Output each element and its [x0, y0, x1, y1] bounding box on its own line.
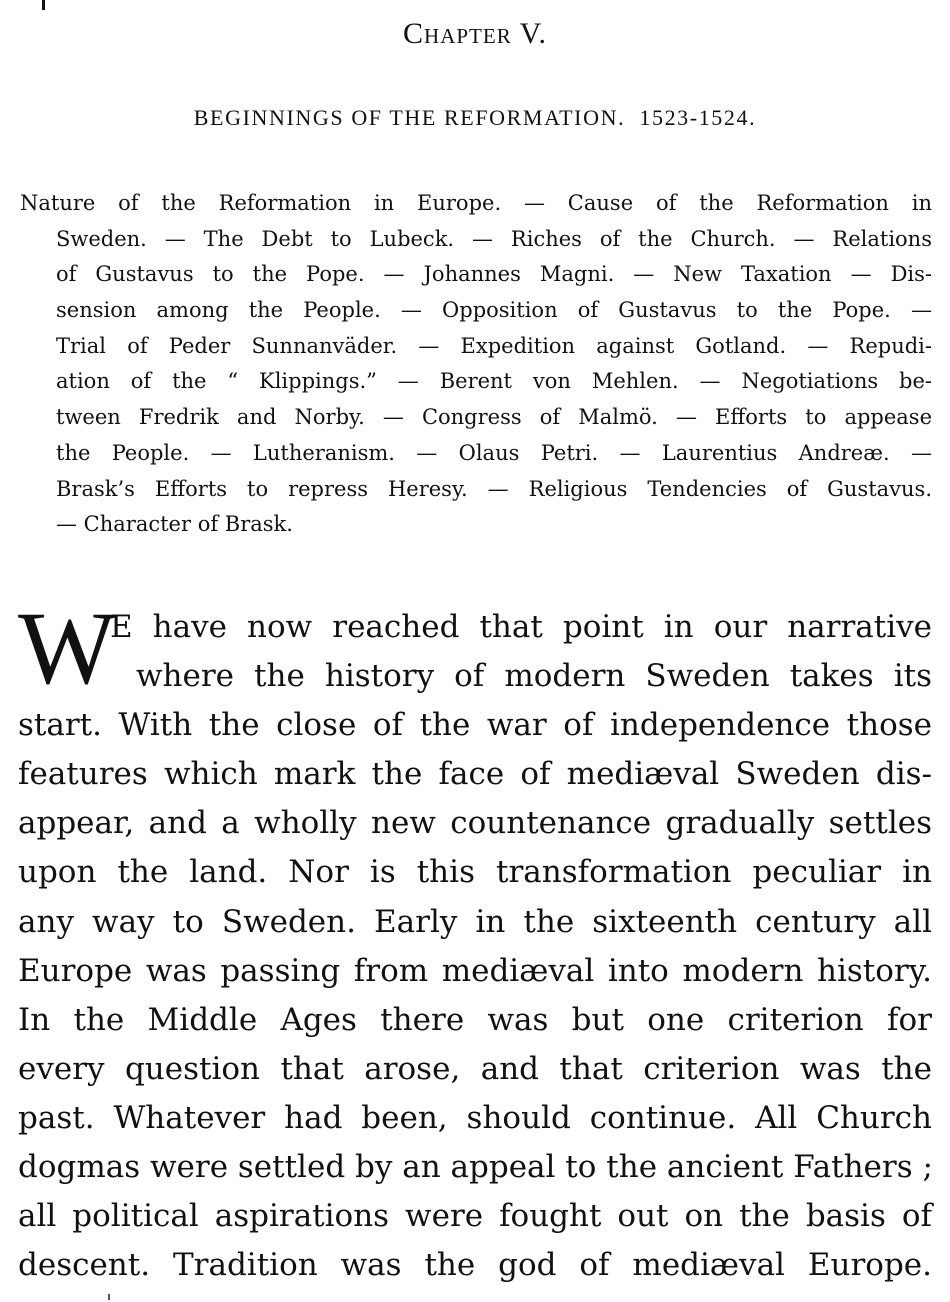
paragraph-line: any way to Sweden. Early in the sixteenth century all	[18, 903, 932, 940]
paragraph-line: where the history of modern Sweden takes its	[136, 658, 932, 695]
chapter-title-text: BEGINNINGS OF THE REFORMATION.	[193, 105, 626, 130]
paragraph-line: all political aspirations were fought out on the basis of	[18, 1198, 932, 1235]
chapter-synopsis	[20, 186, 932, 543]
stray-print-mark	[42, 0, 45, 10]
synopsis-line: Nature of the Reformation in Europe. — Cause of the Reformation in	[20, 191, 932, 215]
synopsis-line: Trial of Peder Sunnanväder. — Expedition against Gotland. — Repudi-	[56, 333, 932, 358]
paragraph-line: descent. Tradition was the god of mediæval Europe.	[18, 1247, 932, 1284]
stray-print-mark-bottom	[108, 1294, 110, 1300]
synopsis-line: tween Fredrik and Norby. — Congress of Malmö. — Efforts to appease	[56, 405, 932, 430]
paragraph-line: start. With the close of the war of independence those	[18, 707, 932, 744]
paragraph-line: dogmas were settled by an appeal to the ancient Fathers ;	[18, 1149, 933, 1186]
paragraph-line: appear, and a wholly new countenance gradually settles	[18, 805, 932, 842]
chapter-title	[0, 102, 950, 134]
paragraph-line: every question that arose, and that criterion was the	[18, 1050, 932, 1087]
drop-cap: W	[18, 591, 117, 706]
chapter-heading	[0, 14, 950, 54]
paragraph-line: Europe was passing from mediæval into modern history.	[18, 952, 932, 989]
paragraph-line: upon the land. Nor is this transformation peculiar in	[18, 854, 932, 891]
body-paragraph	[18, 603, 932, 1290]
synopsis-line: of Gustavus to the Pope. — Johannes Magni. — New Taxation — Dis-	[56, 262, 932, 287]
chapter-numeral: V.	[519, 17, 547, 50]
chapter-word: Chapter	[403, 17, 512, 50]
synopsis-line: Brask’s Efforts to repress Heresy. — Religious Tendencies of Gustavus.	[56, 476, 932, 501]
synopsis-line: ation of the “ Klippings.” — Berent von Mehlen. — Negotiations be-	[56, 369, 932, 394]
paragraph-line: E have now reached that point in our narrative	[110, 609, 932, 645]
synopsis-line: sension among the People. — Opposition of Gustavus to the Pope. —	[56, 298, 932, 323]
paragraph-line: past. Whatever had been, should continue. All Church	[18, 1099, 932, 1136]
synopsis-line: the People. — Lutheranism. — Olaus Petri. — Laurentius Andreæ. —	[56, 440, 932, 465]
synopsis-line: Sweden. — The Debt to Lubeck. — Riches of the Church. — Relations	[56, 226, 932, 251]
synopsis-line: — Character of Brask.	[56, 512, 293, 537]
paragraph-line: In the Middle Ages there was but one criterion for	[18, 1001, 932, 1038]
paragraph-line: features which mark the face of mediæval Sweden dis-	[18, 756, 932, 793]
chapter-years: 1523-1524.	[639, 105, 757, 130]
